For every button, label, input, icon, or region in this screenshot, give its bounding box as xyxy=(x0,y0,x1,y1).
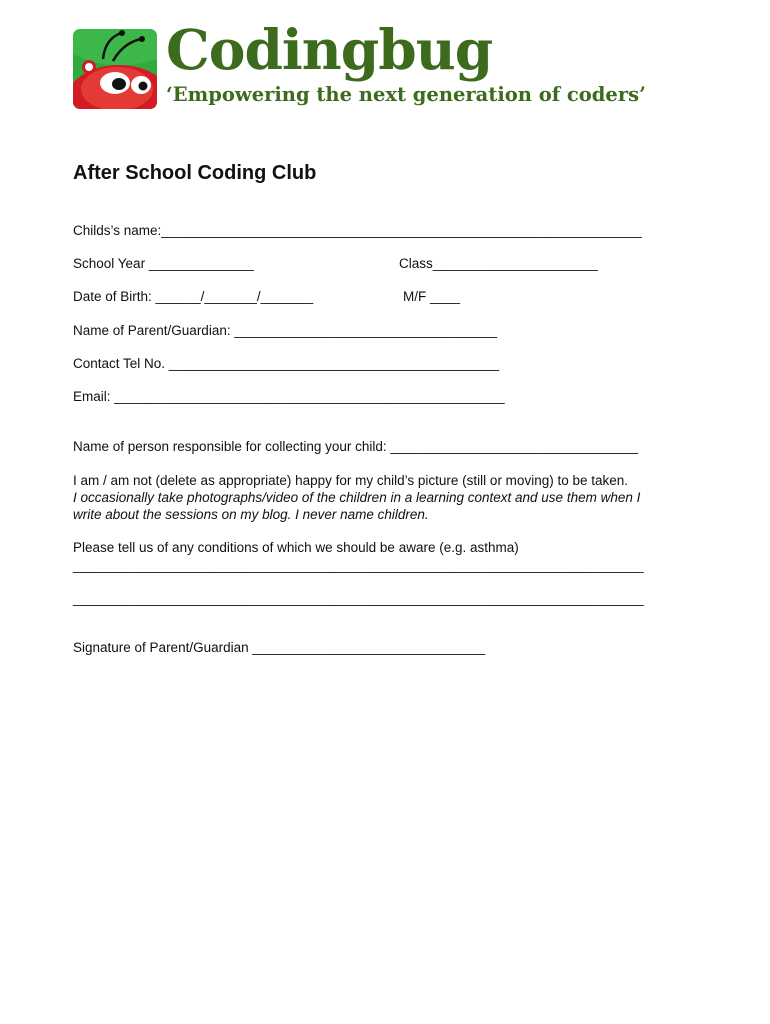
photo-note-line-2: write about the sessions on my blog. I never name children. xyxy=(73,507,429,522)
conditions-label: Please tell us of any conditions of which we should be aware (e.g. asthma) xyxy=(73,540,519,555)
collector-name-field[interactable]: Name of person responsible for collecting your child: _________________________________ xyxy=(73,439,639,454)
brand-name: Codingbug xyxy=(166,17,493,82)
photo-consent-text: I am / am not (delete as appropriate) happy for my child’s picture (still or moving) to be taken. xyxy=(73,473,629,488)
class-field[interactable]: Class______________________ xyxy=(399,256,598,271)
email-field[interactable]: Email: ____________________________________________________ xyxy=(73,389,505,404)
conditions-line-2[interactable]: ____________________________________________________________________________ xyxy=(73,591,644,606)
date-of-birth-field[interactable]: Date of Birth: ______/_______/_______ xyxy=(73,289,314,304)
child-name-field[interactable]: Childs’s name:________________________________________________________________ xyxy=(73,223,642,238)
parent-name-field[interactable]: Name of Parent/Guardian: ___________________________________ xyxy=(73,323,498,338)
form-title: After School Coding Club xyxy=(73,162,317,184)
ladybug-logo-icon xyxy=(73,29,157,109)
conditions-line-1[interactable]: ____________________________________________________________________________ xyxy=(73,558,644,573)
contact-tel-field[interactable]: Contact Tel No. ____________________________________________ xyxy=(73,356,500,371)
school-year-field[interactable]: School Year ______________ xyxy=(73,256,254,271)
gender-field[interactable]: M/F ____ xyxy=(403,289,461,304)
signature-field[interactable]: Signature of Parent/Guardian _______________________________ xyxy=(73,640,486,655)
brand-tagline: ‘Empowering the next generation of coders’ xyxy=(166,83,646,106)
photo-note-line-1: I occasionally take photographs/video of the children in a learning context and use them when I xyxy=(73,490,641,505)
